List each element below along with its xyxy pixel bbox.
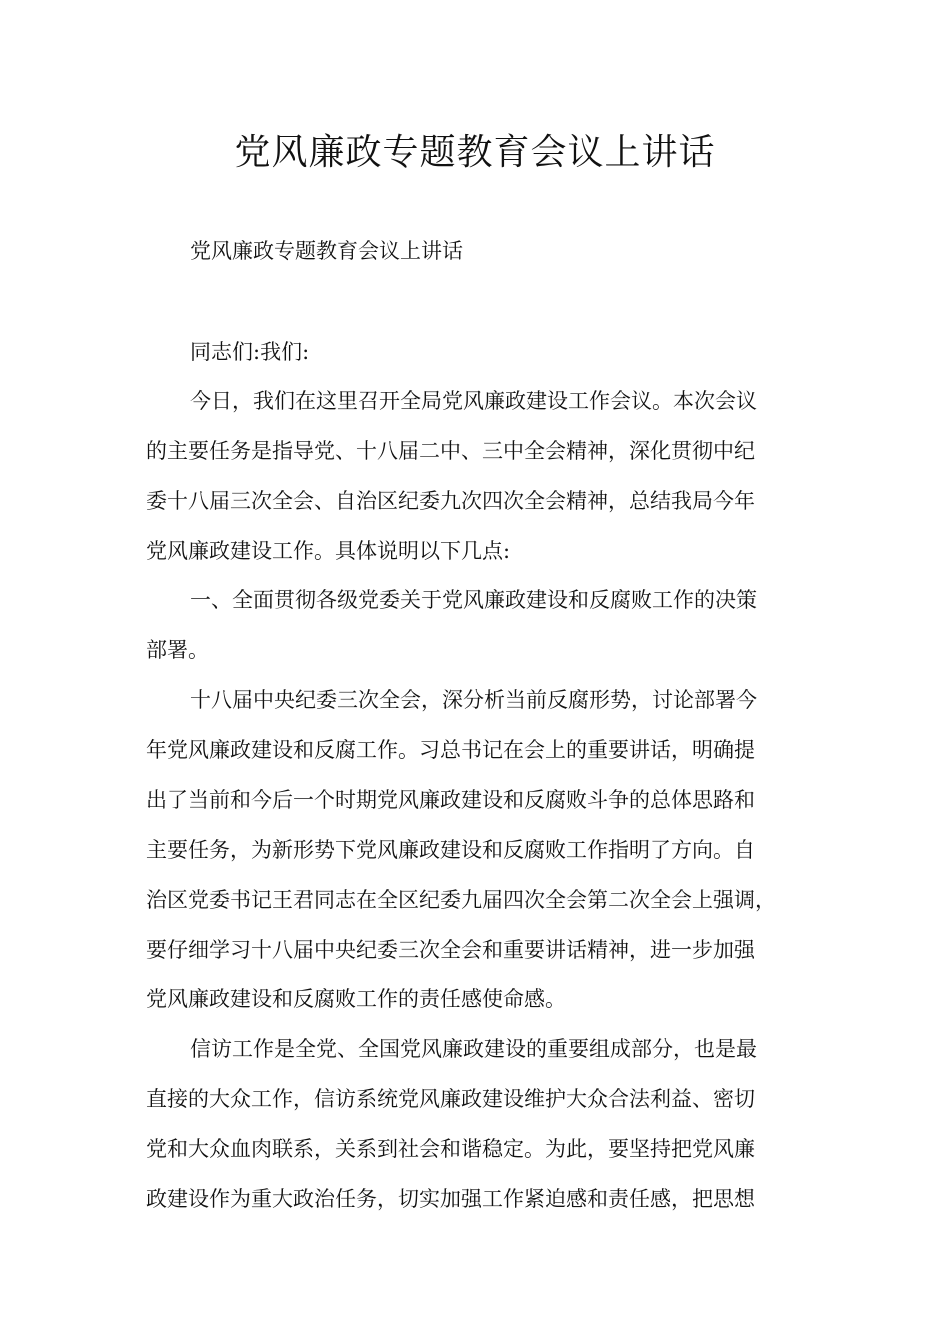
text-line: 的主要任务是指导党、十八届二中、三中全会精神，深化贯彻中纪	[146, 439, 755, 463]
text-line: 年党风廉政建设和反腐工作。习总书记在会上的重要讲话，明确提	[146, 738, 755, 762]
text-line: 十八届中央纪委三次全会，深分析当前反腐形势，讨论部署今	[190, 688, 757, 712]
text-line: 党和大众血肉联系，关系到社会和谐稳定。为此，要坚持把党风廉	[146, 1137, 755, 1161]
text-line: 直接的大众工作，信访系统党风廉政建设维护大众合法利益、密切	[146, 1087, 755, 1111]
section-heading-line: 部署。	[146, 638, 209, 662]
text-line: 要仔细学习十八届中央纪委三次全会和重要讲话精神，进一步加强	[146, 938, 755, 962]
text-line: 主要任务，为新形势下党风廉政建设和反腐败工作指明了方向。自	[146, 838, 755, 862]
salutation: 同志们:我们:	[190, 340, 310, 364]
text-line: 今日，我们在这里召开全局党风廉政建设工作会议。本次会议	[190, 389, 757, 413]
text-line: 委十八届三次全会、自治区纪委九次四次全会精神，总结我局今年	[146, 489, 755, 513]
document-subtitle: 党风廉政专题教育会议上讲话	[190, 239, 463, 263]
text-line: 治区党委书记王君同志在全区纪委九届四次全会第二次全会上强调，	[146, 888, 776, 912]
text-line: 政建设作为重大政治任务，切实加强工作紧迫感和责任感，把思想	[146, 1187, 755, 1211]
text-line: 党风廉政建设工作。具体说明以下几点:	[146, 539, 511, 563]
text-line: 党风廉政建设和反腐败工作的责任感使命感。	[146, 987, 566, 1011]
text-line: 出了当前和今后一个时期党风廉政建设和反腐败斗争的总体思路和	[146, 788, 755, 812]
section-heading-line: 一、全面贯彻各级党委关于党风廉政建设和反腐败工作的决策	[190, 588, 757, 612]
text-line: 信访工作是全党、全国党风廉政建设的重要组成部分，也是最	[190, 1037, 757, 1061]
document-title: 党风廉政专题教育会议上讲话	[234, 132, 716, 173]
